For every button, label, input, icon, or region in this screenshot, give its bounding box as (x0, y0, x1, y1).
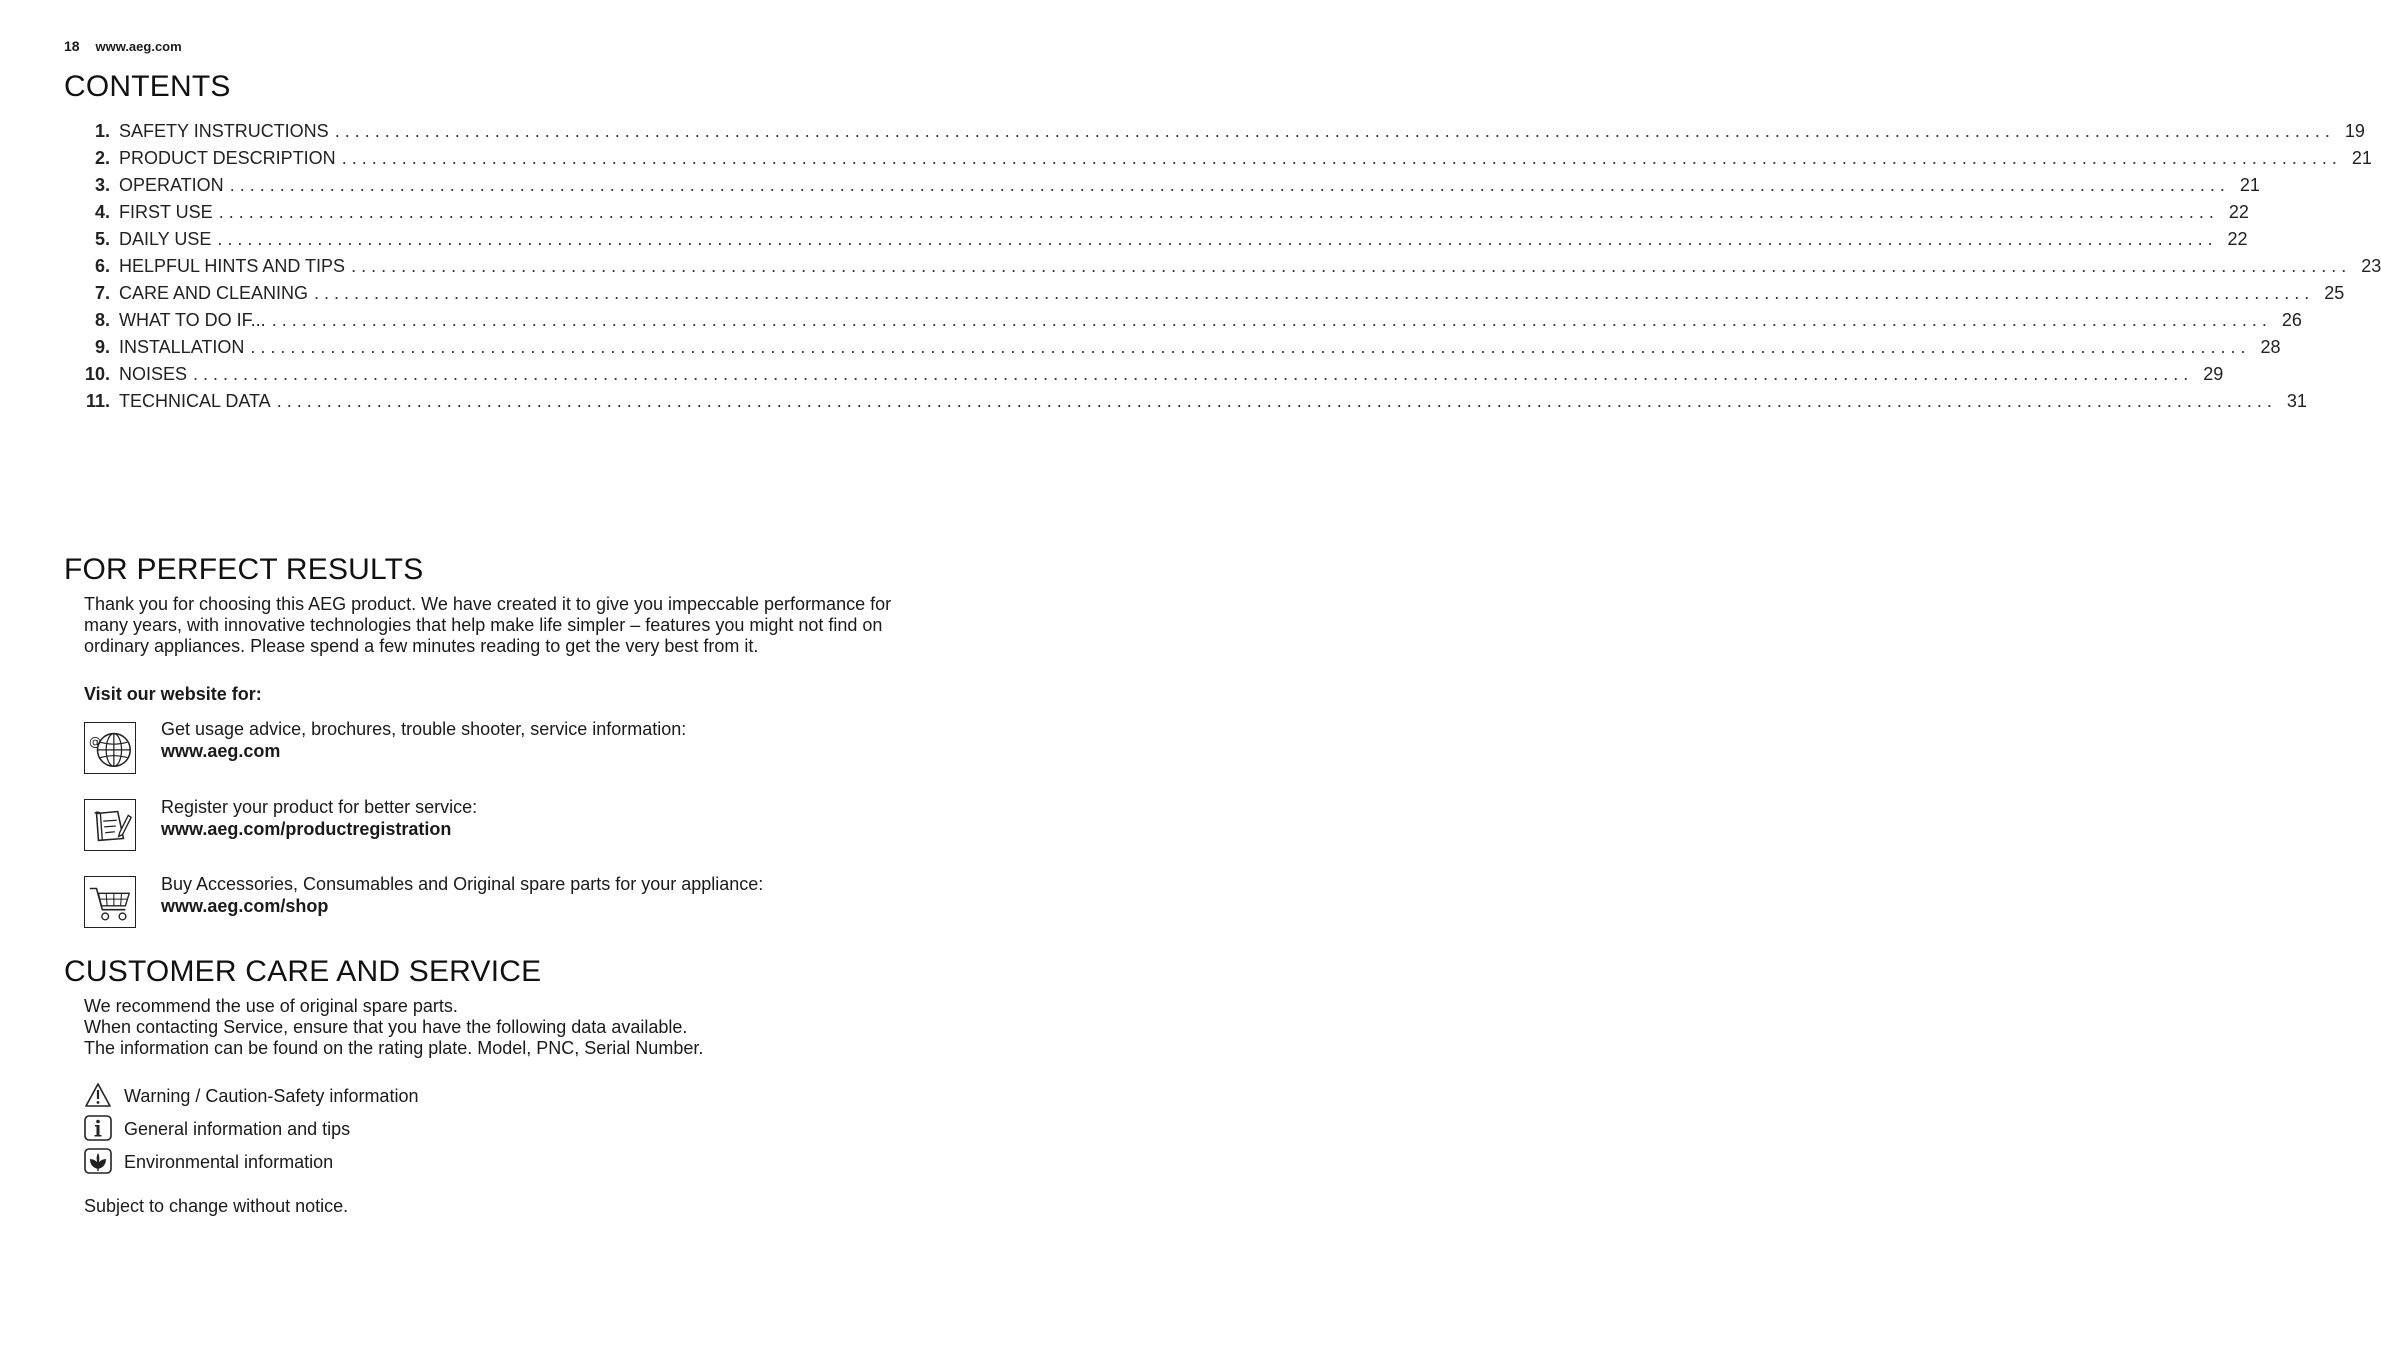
visit-website-label: Visit our website for: (84, 684, 262, 704)
toc-number: 4. (94, 202, 110, 222)
service-text-shop: Buy Accessories, Consumables and Original spare parts for your appliance: www.aeg.com/shop (161, 873, 881, 917)
page-number: 18 (64, 38, 80, 54)
toc-page-number: 21 (2239, 175, 2260, 195)
toc-title: PRODUCT DESCRIPTION (119, 148, 336, 168)
intro-paragraph: Thank you for choosing this AEG product. We have created it to give you impeccable performance for many years, with innovative technologies that help make life simpler – features you might not find on ordinary appliances. Please spend a few minutes reading to get the very best from it. (84, 594, 892, 656)
toc-dot-leader: ........................................................................................................................................................................................................ (334, 121, 2335, 141)
shopping-cart-icon (84, 876, 136, 928)
toc-dot-leader: ........................................................................................................................................................................................................ (250, 337, 2251, 357)
toc-title: HELPFUL HINTS AND TIPS (119, 256, 346, 276)
link-product-registration[interactable]: www.aeg.com/productregistration (161, 819, 452, 839)
toc-dot-leader: ........................................................................................................................................................................................................ (229, 175, 2230, 195)
toc-entry[interactable] (76, 121, 2365, 148)
contents-heading: CONTENTS (64, 70, 231, 103)
toc-page-number: 22 (2228, 202, 2249, 222)
toc-entry[interactable] (76, 202, 2249, 229)
toc-page-number: 31 (2286, 391, 2307, 411)
toc-title: INSTALLATION (119, 337, 245, 357)
toc-dot-leader: ........................................................................................................................................................................................................ (271, 310, 2272, 330)
toc-number: 10. (84, 364, 110, 384)
link-aeg-shop[interactable]: www.aeg.com/shop (161, 896, 329, 916)
toc-number: 7. (94, 283, 110, 303)
perfect-results-heading: FOR PERFECT RESULTS (64, 553, 424, 586)
globe-at-icon (84, 722, 136, 774)
toc-dot-leader: ........................................................................................................................................................................................................ (351, 256, 2352, 276)
toc-page-number: 19 (2344, 121, 2365, 141)
toc-entry[interactable] (76, 283, 2345, 310)
toc-dot-leader: ........................................................................................................................................................................................................ (341, 148, 2342, 168)
service-text-registration: Register your product for better service: www.aeg.com/productregistration (161, 796, 881, 840)
toc-dot-leader: ........................................................................................................................................................................................................ (218, 202, 2219, 222)
toc-number: 1. (94, 121, 110, 141)
toc-dot-leader: ........................................................................................................................................................................................................ (276, 391, 2277, 411)
toc-page-number: 23 (2361, 256, 2381, 276)
toc-entry[interactable] (76, 175, 2260, 202)
environment-leaf-icon (84, 1148, 112, 1174)
toc-number: 3. (94, 175, 110, 195)
legend-text-info: General information and tips (124, 1119, 351, 1139)
svg-text:@: @ (88, 734, 102, 750)
care-line: The information can be found on the rating plate. Model, PNC, Serial Number. (84, 1038, 704, 1058)
toc-title: OPERATION (119, 175, 224, 195)
toc-dot-leader: ........................................................................................................................................................................................................ (193, 364, 2194, 384)
link-aeg-com[interactable]: www.aeg.com (161, 741, 281, 761)
toc-title: DAILY USE (119, 229, 212, 249)
toc-entry[interactable] (76, 310, 2302, 337)
toc-page-number: 22 (2227, 229, 2248, 249)
toc-page-number: 21 (2351, 148, 2372, 168)
toc-entry[interactable] (76, 337, 2281, 364)
toc-number: 5. (94, 229, 110, 249)
care-line: We recommend the use of original spare parts. (84, 996, 458, 1016)
header-website[interactable]: www.aeg.com (95, 39, 182, 54)
toc-title: CARE AND CLEANING (119, 283, 309, 303)
toc-entry[interactable] (76, 148, 2372, 175)
service-text-advice: Get usage advice, brochures, trouble shooter, service information: www.aeg.com (161, 718, 881, 762)
page-header (64, 38, 194, 54)
toc-page-number: 26 (2281, 310, 2302, 330)
toc-title: WHAT TO DO IF... (119, 310, 266, 330)
toc-number: 8. (94, 310, 110, 330)
change-notice: Subject to change without notice. (84, 1196, 349, 1216)
toc-dot-leader: ........................................................................................................................................................................................................ (314, 283, 2315, 303)
care-line: When contacting Service, ensure that you have the following data available. (84, 1017, 688, 1037)
toc-dot-leader: ........................................................................................................................................................................................................ (217, 229, 2218, 249)
toc-entry[interactable] (76, 256, 2381, 283)
toc-number: 9. (94, 337, 110, 357)
legend-text-warning: Warning / Caution-Safety information (124, 1086, 419, 1106)
toc-entry[interactable] (76, 229, 2248, 256)
info-icon (84, 1115, 112, 1141)
toc-number: 11. (85, 391, 110, 411)
toc-number: 2. (94, 148, 110, 168)
toc-page-number: 29 (2203, 364, 2224, 384)
toc-page-number: 28 (2260, 337, 2281, 357)
toc-entry[interactable] (76, 364, 2224, 391)
warning-triangle-icon (84, 1082, 112, 1108)
toc-title: FIRST USE (119, 202, 213, 222)
toc-title: NOISES (119, 364, 188, 384)
toc-page-number: 25 (2324, 283, 2345, 303)
toc-entry[interactable] (76, 391, 2307, 418)
customer-care-text (84, 996, 904, 1059)
table-of-contents (76, 121, 2381, 418)
registration-form-icon (84, 799, 136, 851)
legend-text-environment: Environmental information (124, 1152, 334, 1172)
toc-title: TECHNICAL DATA (119, 391, 271, 411)
toc-number: 6. (94, 256, 110, 276)
toc-title: SAFETY INSTRUCTIONS (119, 121, 329, 141)
customer-care-heading: CUSTOMER CARE AND SERVICE (64, 955, 542, 988)
